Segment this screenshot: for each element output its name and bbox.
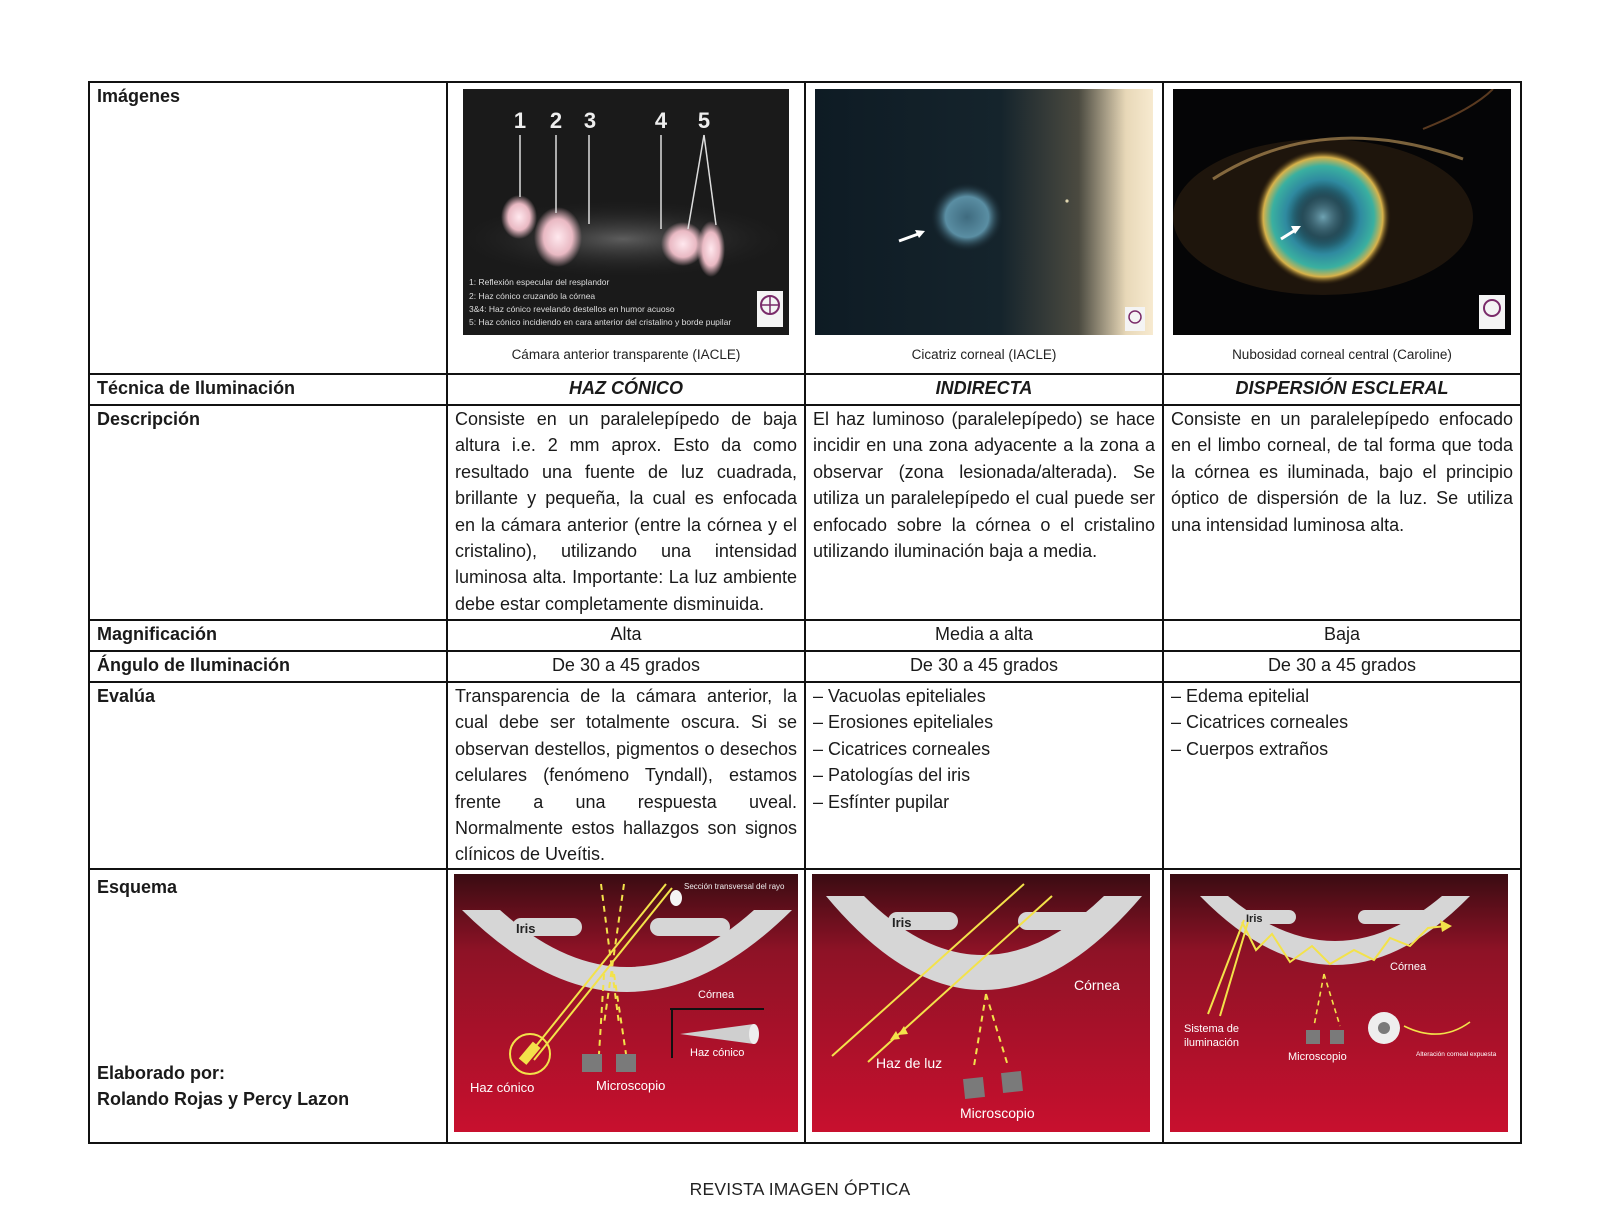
row-description	[89, 405, 1521, 620]
scheme-dispersion-diagram	[1170, 874, 1508, 1132]
description-dispersion: Consiste en un paralelepípedo enfocado en el limbo corneal, de tal forma que toda la córnea es iluminada, bajo el principio óptico de dispersión de la luz. Se utiliza una intensidad luminosa alta.	[1163, 405, 1521, 620]
image-cell-dispersion	[1163, 82, 1521, 374]
row-label-magnification: Magnificación	[89, 620, 447, 651]
row-label-description: Descripción	[89, 405, 447, 620]
list-item: – Cuerpos extraños	[1171, 738, 1329, 759]
scheme-cell-indirecta	[805, 869, 1163, 1143]
scheme-light-label: Haz de luz	[876, 1054, 943, 1071]
row-label-technique: Técnica de Iluminación	[89, 374, 447, 405]
scheme-cornea-label: Córnea	[1074, 976, 1120, 993]
row-technique	[89, 374, 1521, 405]
iacle-logo	[757, 291, 783, 327]
footer-journal: REVISTA IMAGEN ÓPTICA	[689, 1179, 911, 1199]
scheme-microscope-label: Microscopio	[596, 1077, 666, 1093]
technique-haz-conico: HAZ CÓNICO	[447, 374, 805, 405]
illumination-table	[88, 81, 1522, 1144]
technique-dispersion: DISPERSIÓN ESCLERAL	[1163, 374, 1521, 405]
evaluates-list-indirecta	[813, 683, 1155, 815]
evaluates-haz-conico: Transparencia de la cámara anterior, la cual debe ser totalmente oscura. Si se observan destellos, pigmentos o desechos celulares (fenómeno Tyndall), estamos frente a una respuesta uveal. Normalmente estos hallazgos son signos clínicos de Uveítis.	[447, 682, 805, 869]
photo-legend-3: 3&4: Haz cónico revelando destellos en humor acuoso	[469, 304, 675, 314]
photo-legend-4: 5: Haz cónico incidiendo en cara anterior del cristalino y borde pupilar	[469, 317, 732, 327]
photo-number-2: 2	[549, 108, 563, 133]
description-indirecta: El haz luminoso (paralelepípedo) se hace incidir en una zona adyacente a la zona a observar (zona lesionada/alterada). Se utiliza un paralelepípedo el cual puede ser enfocado sobre la córnea o el cristalino utilizando iluminación baja a media.	[805, 405, 1163, 620]
list-item: – Erosiones epiteliales	[813, 712, 994, 733]
scheme-cell-dispersion	[1163, 869, 1521, 1143]
photo-legend-2: 2: Haz cónico cruzando la córnea	[469, 291, 596, 301]
image-cell-indirecta	[805, 82, 1163, 374]
scheme-indirecta-diagram	[812, 874, 1150, 1132]
credits-authors: Rolando Rojas y Percy Lazon	[97, 1089, 350, 1110]
scheme-iris-label: Iris	[516, 920, 536, 936]
row-label-images: Imágenes	[89, 82, 447, 374]
comparison-table	[88, 81, 1522, 1144]
angle-haz-conico: De 30 a 45 grados	[447, 651, 805, 682]
anterior-chamber-photo	[463, 89, 789, 335]
evaluates-indirecta	[805, 682, 1163, 869]
corneal-cloudiness-photo	[1173, 89, 1511, 335]
scheme-illumination-label-2: iluminación	[1184, 1036, 1240, 1049]
angle-dispersion: De 30 a 45 grados	[1163, 651, 1521, 682]
list-item: – Cicatrices corneales	[1171, 712, 1349, 733]
row-label-angle: Ángulo de Iluminación	[89, 651, 447, 682]
scheme-indirecta	[812, 874, 1156, 1132]
scheme-iris-label: Iris	[892, 914, 912, 930]
image-cell-haz-conico	[447, 82, 805, 374]
caption-corneal-scar: Cicatriz corneal (IACLE)	[911, 347, 1057, 362]
credits	[97, 1060, 349, 1113]
row-label-scheme: Esquema	[97, 876, 178, 897]
caption-anterior-chamber: Cámara anterior transparente (IACLE)	[511, 347, 741, 362]
magnification-dispersion: Baja	[1163, 620, 1521, 651]
scheme-haz-conico	[454, 874, 798, 1132]
scheme-cornea-label: Córnea	[1390, 960, 1427, 973]
credits-title: Elaborado por:	[97, 1062, 226, 1083]
scheme-label-cell	[89, 869, 447, 1143]
photo-corneal-cloudiness	[1170, 89, 1514, 341]
photo-number-3: 3	[583, 108, 597, 133]
iacle-logo	[1125, 307, 1145, 331]
technique-indirecta: INDIRECTA	[805, 374, 1163, 405]
scheme-haz-conico-diagram	[454, 874, 798, 1132]
row-magnification	[89, 620, 1521, 651]
photo-number-4: 4	[654, 108, 668, 133]
scheme-exposed-label: Alteración corneal expuesta	[1416, 1050, 1497, 1058]
caption-corneal-cloudiness: Nubosidad corneal central (Caroline)	[1232, 347, 1452, 362]
scheme-cone-icon-label: Haz cónico	[690, 1046, 745, 1059]
photo-legend-1: 1: Reflexión especular del resplandor	[469, 277, 610, 287]
scheme-illumination-label-1: Sistema de	[1184, 1022, 1240, 1035]
magnification-indirecta: Media a alta	[805, 620, 1163, 651]
photo-anterior-chamber	[454, 89, 798, 341]
row-evaluates	[89, 682, 1521, 869]
row-label-evaluates: Evalúa	[89, 682, 447, 869]
corneal-scar-photo	[815, 89, 1153, 335]
scheme-cone-label: Haz cónico	[470, 1079, 535, 1095]
list-item: – Edema epitelial	[1171, 686, 1310, 706]
list-item: – Vacuolas epiteliales	[813, 686, 986, 706]
row-images	[89, 82, 1521, 374]
photo-corneal-scar	[812, 89, 1156, 341]
scheme-cell-haz-conico	[447, 869, 805, 1143]
description-haz-conico: Consiste en un paralelepípedo de baja altura i.e. 2 mm aprox. Esto da como resultado una fuente de luz cuadrada, brillante y pequeña, la cual es enfocada en la cámara anterior (entre la córnea y el cristalino), utilizando una intensidad luminosa alta. Importante: La luz ambiente debe estar completamente disminuida.	[447, 405, 805, 620]
row-angle	[89, 651, 1521, 682]
scheme-cornea-label: Córnea	[698, 988, 735, 1001]
scheme-iris-label: Iris	[1246, 912, 1263, 925]
row-scheme	[89, 869, 1521, 1143]
photo-number-5: 5	[697, 108, 711, 133]
scheme-microscope-label: Microscopio	[1288, 1050, 1347, 1063]
scheme-beam-section-label: Sección transversal del rayo	[684, 881, 785, 891]
list-item: – Esfínter pupilar	[813, 791, 950, 812]
list-item: – Cicatrices corneales	[813, 738, 991, 759]
photo-number-1: 1	[513, 108, 527, 133]
angle-indirecta: De 30 a 45 grados	[805, 651, 1163, 682]
list-item: – Patologías del iris	[813, 765, 971, 786]
magnification-haz-conico: Alta	[447, 620, 805, 651]
evaluates-list-dispersion	[1171, 683, 1513, 762]
evaluates-dispersion	[1163, 682, 1521, 869]
scheme-microscope-label: Microscopio	[960, 1104, 1035, 1121]
scheme-dispersion	[1170, 874, 1514, 1132]
iacle-logo	[1479, 295, 1505, 329]
